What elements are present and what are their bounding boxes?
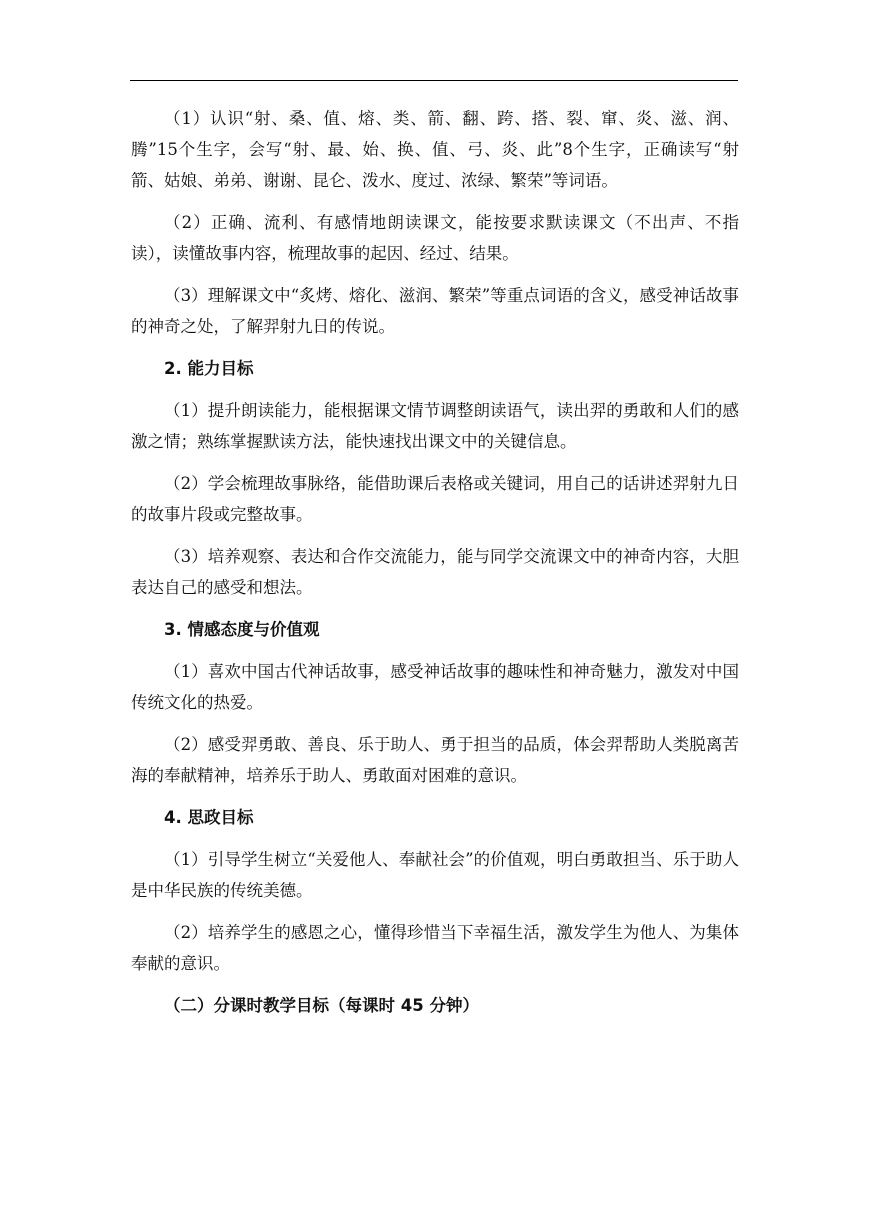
ability-goal-2: （2）学会梳理故事脉络，能借助课后表格或关键词，用自己的话讲述羿射九日的故事片段或完整故事。 [131, 474, 739, 524]
ability-goal-3: （3）培养观察、表达和合作交流能力，能与同学交流课文中的神奇内容，大胆表达自己的感受和想法。 [131, 547, 739, 597]
lesson-goals-heading: （二）分课时教学目标（每课时 45 分钟） [164, 996, 479, 1015]
emotion-goal-2: （2）感受羿勇敢、善良、乐于助人、勇于担当的品质，体会羿帮助人类脱离苦海的奉献精神，培养乐于助人、勇敢面对困难的意识。 [131, 735, 739, 785]
emotion-goal-1: （1）喜欢中国古代神话故事，感受神话故事的趣味性和神奇魅力，激发对中国传统文化的热爱。 [131, 662, 739, 712]
ability-goal-1: （1）提升朗读能力，能根据课文情节调整朗读语气，读出羿的勇敢和人们的感激之情；熟练掌握默读方法，能快速找出课文中的关键信息。 [131, 401, 739, 451]
ideology-goals-heading: 4. 思政目标 [164, 808, 254, 827]
ability-goals-heading: 2. 能力目标 [164, 359, 254, 378]
document-body [131, 103, 739, 1032]
ideology-goal-2: （2）培养学生的感恩之心，懂得珍惜当下幸福生活，激发学生为他人、为集体奉献的意识。 [131, 923, 739, 973]
knowledge-goal-1: （1）认识“射、桑、值、熔、类、箭、翻、跨、搭、裂、窜、炎、滋、润、腾”15个生字，会写“射、最、始、换、值、弓、炎、此”8个生字，正确读写“射箭、姑娘、弟弟、谢谢、昆仑、泼水、度过、浓绿、繁荣”等词语。 [131, 109, 739, 190]
header-rule [130, 80, 738, 81]
knowledge-goal-2: （2）正确、流利、有感情地朗读课文，能按要求默读课文（不出声、不指读），读懂故事内容，梳理故事的起因、经过、结果。 [131, 213, 739, 263]
ideology-goal-1: （1）引导学生树立“关爱他人、奉献社会”的价值观，明白勇敢担当、乐于助人是中华民族的传统美德。 [131, 850, 739, 900]
emotion-values-heading: 3. 情感态度与价值观 [164, 620, 320, 639]
knowledge-goal-3: （3）理解课文中“炙烤、熔化、滋润、繁荣”等重点词语的含义，感受神话故事的神奇之处，了解羿射九日的传说。 [131, 286, 739, 336]
